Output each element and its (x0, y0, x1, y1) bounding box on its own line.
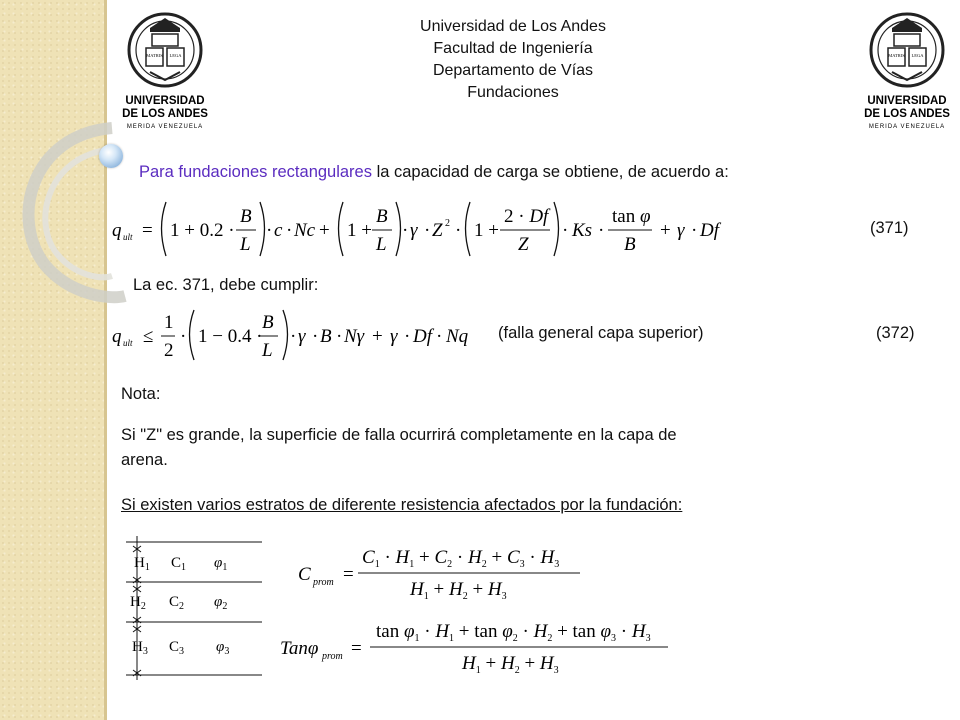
svg-text:prom: prom (322, 651, 343, 662)
svg-text:=: = (142, 220, 153, 241)
svg-text:γ: γ (298, 326, 306, 347)
svg-text:1 − 0.4 ·: 1 − 0.4 · (198, 326, 263, 347)
svg-text:·: · (290, 326, 297, 347)
svg-text:Ks: Ks (572, 220, 593, 241)
layer-1-c: $C_1$ (171, 555, 187, 573)
svg-text:Tanφ: Tanφ (280, 638, 319, 659)
svg-text:·: · (336, 326, 343, 347)
svg-text:c: c (274, 220, 283, 241)
logo-motto-1: MATRIS (146, 53, 163, 58)
svg-text:Z: Z (518, 234, 529, 255)
note-line-1: Si "Z" es grande, la superficie de falla ocurrirá completamente en la capa de (121, 426, 677, 444)
strata-title: Si existen varios estratos de diferente resistencia afectados por la fundación: (121, 496, 683, 514)
layer-1-h: $H_1$ (134, 555, 150, 573)
svg-text:+: + (660, 220, 671, 241)
layer-3-h: $H_3$ (132, 639, 148, 657)
svg-text:prom: prom (313, 577, 334, 588)
equation-372-note: (falla general capa superior) (498, 324, 704, 342)
svg-text:Nc: Nc (294, 220, 316, 241)
svg-text:q: q (112, 326, 122, 347)
svg-text:L: L (262, 340, 273, 361)
svg-text:ult: ult (123, 232, 133, 242)
layer-2-h: $H_2$ (130, 594, 146, 612)
svg-text:≤: ≤ (143, 326, 154, 347)
logo-name-2: DE LOS ANDES (122, 108, 208, 120)
svg-text:·: · (598, 220, 605, 241)
logo-motto-1: MATRIS (888, 53, 905, 58)
layer-1-phi: $\varphi_1$ (214, 555, 228, 573)
svg-text:·: · (436, 326, 443, 347)
svg-text:ult: ult (123, 338, 133, 348)
logo-city: MERIDA VENEZUELA (868, 124, 946, 130)
svg-text:=: = (343, 564, 354, 585)
logo-name: UNIVERSIDAD (867, 95, 947, 107)
note-title: Nota: (121, 385, 161, 403)
svg-text:B: B (624, 234, 636, 255)
svg-text:B: B (320, 326, 332, 347)
header-faculty: Facultad de Ingeniería (433, 40, 593, 57)
svg-text:·: · (402, 220, 409, 241)
svg-text:·: · (312, 326, 319, 347)
svg-text:2 · Df: 2 · Df (504, 206, 549, 227)
svg-text:+: + (319, 220, 330, 241)
svg-text:γ: γ (677, 220, 685, 241)
svg-text:B: B (376, 206, 388, 227)
svg-text:Df: Df (700, 220, 719, 241)
equation-371-number: (371) (870, 219, 909, 237)
svg-text:1 +: 1 + (347, 220, 372, 241)
svg-text:γ: γ (390, 326, 398, 347)
svg-text:H1 + H2 + H3: $H_1 + H_2 + H_3$ (462, 653, 559, 676)
note-line-2: arena. (121, 451, 168, 469)
svg-text:2: 2 (445, 218, 450, 229)
svg-text:1: 1 (164, 312, 174, 333)
svg-text:·: · (404, 326, 411, 347)
svg-text:·: · (424, 220, 431, 241)
svg-text:1 +: 1 + (474, 220, 499, 241)
svg-text:tan φ1 · H1 + tan φ2 · H2 + ta: $\tan \varphi_1 \cdot H_1 + \tan \varphi_2 \cdot H_2 + \tan \varphi_3 \cdot H_3$ (376, 621, 651, 644)
logo-motto-2: LEGA (169, 53, 182, 58)
svg-text:·: · (455, 220, 462, 241)
svg-text:H1 + H2 + H3: $H_1 + H_2 + H_3$ (410, 579, 507, 602)
svg-text:L: L (240, 234, 251, 255)
equation-372-number: (372) (876, 324, 915, 342)
svg-text:+: + (372, 326, 383, 347)
svg-text:·: · (562, 220, 569, 241)
svg-text:L: L (376, 234, 387, 255)
layer-3-c: $C_3$ (169, 639, 185, 657)
header-course: Fundaciones (467, 84, 559, 101)
svg-text:C1 · H1 + C2 · H2 + C3 · H3: $C_1 \cdot H_1 + C_2 \cdot H_2 + C_3 \cdot H_3$ (362, 547, 560, 570)
svg-text:·: · (266, 220, 273, 241)
intro-rest: la capacidad de carga se obtiene, de acuerdo a: (371, 163, 729, 181)
svg-text:C: C (298, 564, 311, 585)
layer-2-phi: $\varphi_2$ (214, 594, 228, 612)
svg-text:tan φ: tan φ (612, 206, 651, 227)
svg-text:=: = (351, 638, 362, 659)
svg-text:Nq: Nq (446, 326, 469, 347)
svg-text:1 + 0.2 ·: 1 + 0.2 · (170, 220, 235, 241)
header-university: Universidad de Los Andes (420, 18, 606, 35)
svg-text:Z: Z (432, 220, 443, 241)
svg-text:·: · (286, 220, 293, 241)
logo-name: UNIVERSIDAD (125, 95, 205, 107)
svg-text:γ: γ (410, 220, 418, 241)
layer-2-c: $C_2$ (169, 594, 185, 612)
layer-3-phi: $\varphi_3$ (216, 639, 230, 657)
header-department: Departamento de Vías (432, 62, 594, 79)
logo-name-2: DE LOS ANDES (864, 108, 950, 120)
logo-city: MERIDA VENEZUELA (126, 124, 204, 130)
svg-text:B: B (240, 206, 252, 227)
svg-text:Nγ: Nγ (344, 326, 365, 347)
constraint-intro: La ec. 371, debe cumplir: (133, 276, 319, 294)
svg-text:q: q (112, 220, 122, 241)
svg-text:Df: Df (413, 326, 432, 347)
svg-text:2: 2 (164, 340, 174, 361)
svg-text:·: · (180, 326, 187, 347)
logo-motto-2: LEGA (911, 53, 924, 58)
intro-highlight: Para fundaciones rectangulares (139, 163, 372, 181)
svg-text:B: B (262, 312, 274, 333)
svg-text:·: · (691, 220, 698, 241)
